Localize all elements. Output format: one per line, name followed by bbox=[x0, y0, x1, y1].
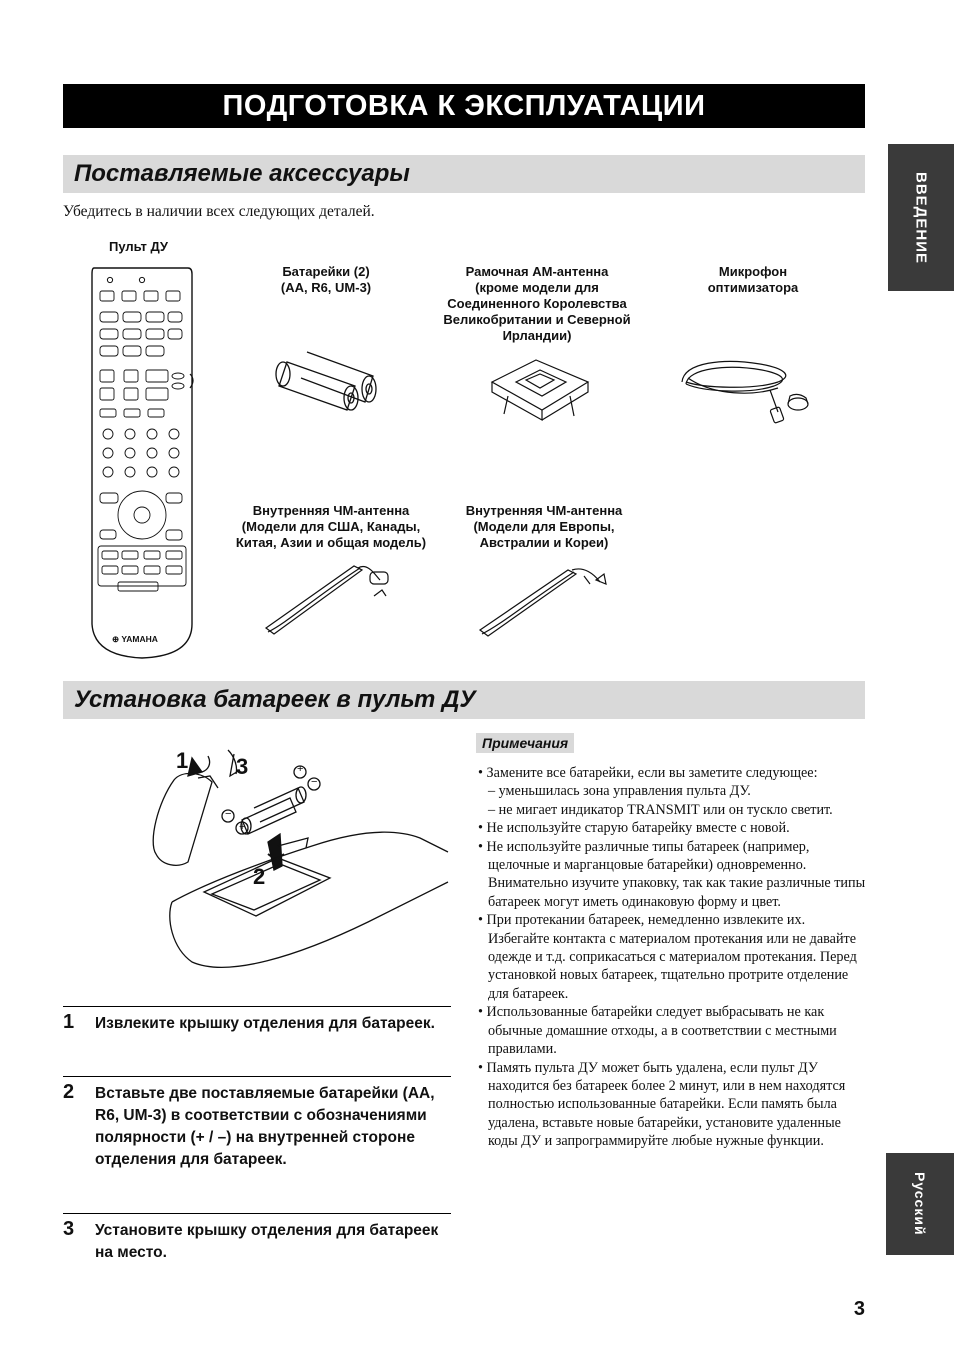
note-1-dash-2: – не мигает индикатор TRANSMIT или он тускло светит. bbox=[488, 801, 833, 818]
remote-label: Пульт ДУ bbox=[109, 239, 168, 254]
step-2 bbox=[63, 1076, 451, 1207]
batteries-illustration bbox=[265, 344, 390, 430]
brand-logo: ⊕ YAMAHA bbox=[112, 634, 158, 644]
section-heading-install: Установка батареек в пульт ДУ bbox=[63, 681, 865, 719]
microphone-illustration bbox=[674, 352, 822, 434]
note-1-dash-1: – уменьшилась зона управления пульта ДУ. bbox=[488, 783, 751, 800]
polarity-plus-1: + bbox=[297, 763, 304, 775]
note-3: • Не используйте различные типы батареек (например, щелочные и марганцовые батарейки) одновременно. Внимательно изучите упаковку, так как такие различные типы батареек могут иметь одинаковую форму и цвет. bbox=[478, 838, 866, 910]
fm-antenna-1-illustration bbox=[258, 556, 398, 642]
step-3-text: Установите крышку отделения для батареек на место. bbox=[95, 1222, 439, 1261]
caption-microphone: Микрофон оптимизатора bbox=[707, 264, 799, 295]
caption-am-antenna: Рамочная AM-антенна (кроме модели для Соединенного Королевства Великобритании и Северной Ирландии) bbox=[443, 264, 631, 343]
figure-label-1: 1 bbox=[176, 748, 189, 773]
step-3 bbox=[63, 1213, 451, 1274]
side-tab-language: Русский bbox=[886, 1153, 954, 1255]
battery-install-illustration bbox=[148, 742, 450, 987]
polarity-plus-2: + bbox=[239, 821, 246, 833]
step-1 bbox=[63, 1006, 451, 1069]
step-2-number: 2 bbox=[63, 1081, 75, 1103]
side-tab-intro: ВВЕДЕНИЕ bbox=[888, 144, 954, 291]
fm-antenna-2-illustration bbox=[472, 558, 612, 642]
caption-fm-antenna-2: Внутренняя ЧМ-антенна (Модели для Европы, Австралии и Кореи) bbox=[465, 503, 623, 550]
section-heading-accessories: Поставляемые аксессуары bbox=[63, 155, 865, 193]
note-5: • Использованные батарейки следует выбрасывать не как обычные домашние отходы, а в соответствии с местными правилами. bbox=[478, 1004, 837, 1058]
polarity-minus-1: − bbox=[311, 776, 318, 788]
figure-label-3: 3 bbox=[236, 754, 249, 779]
am-antenna-illustration bbox=[478, 348, 603, 430]
note-6: • Память пульта ДУ может быть удалена, если пульт ДУ находится без батареек более 2 минут, или в нем находятся полностью использованные батарейки. Если память была удалена, вставьте новые батарейки, установите удаленные коды ДУ и запрограммируйте любые нужные функции. bbox=[478, 1059, 846, 1150]
remote-control-illustration bbox=[86, 264, 198, 664]
step-2-text: Вставьте две поставляемые батарейки (AA, R6, UM-3) в соответствии с обозначениями полярности (+ / –) на внутренней стороне отделения для батареек. bbox=[95, 1085, 435, 1168]
page-title: ПОДГОТОВКА К ЭКСПЛУАТАЦИИ bbox=[63, 84, 865, 128]
notes-list bbox=[476, 764, 868, 1151]
notes-heading: Примечания bbox=[476, 733, 574, 753]
polarity-minus-2: − bbox=[225, 808, 232, 820]
note-2: • Не используйте старую батарейку вместе с новой. bbox=[478, 820, 790, 837]
step-3-number: 3 bbox=[63, 1218, 75, 1240]
caption-fm-antenna-1: Внутренняя ЧМ-антенна (Модели для США, Канады, Китая, Азии и общая модель) bbox=[235, 503, 427, 550]
figure-label-2: 2 bbox=[253, 864, 266, 889]
step-1-text: Извлеките крышку отделения для батареек. bbox=[95, 1015, 435, 1032]
note-1: • Замените все батарейки, если вы заметите следующее: bbox=[478, 765, 818, 781]
note-4: • При протекании батареек, немедленно извлеките их. Избегайте контакта с материалом протекания или не давайте одежде и т.д. соприкасаться с материалом протекания. Перед установкой новых батареек, тщательно протрите отделение для батареек. bbox=[478, 912, 857, 1002]
page-number: 3 bbox=[853, 1298, 865, 1320]
caption-batteries: Батарейки (2) (AA, R6, UM-3) bbox=[280, 264, 372, 295]
accessories-intro: Убедитесь в наличии всех следующих деталей. bbox=[63, 203, 375, 220]
step-1-number: 1 bbox=[63, 1011, 75, 1033]
brand-name: YAMAHA bbox=[121, 634, 158, 644]
